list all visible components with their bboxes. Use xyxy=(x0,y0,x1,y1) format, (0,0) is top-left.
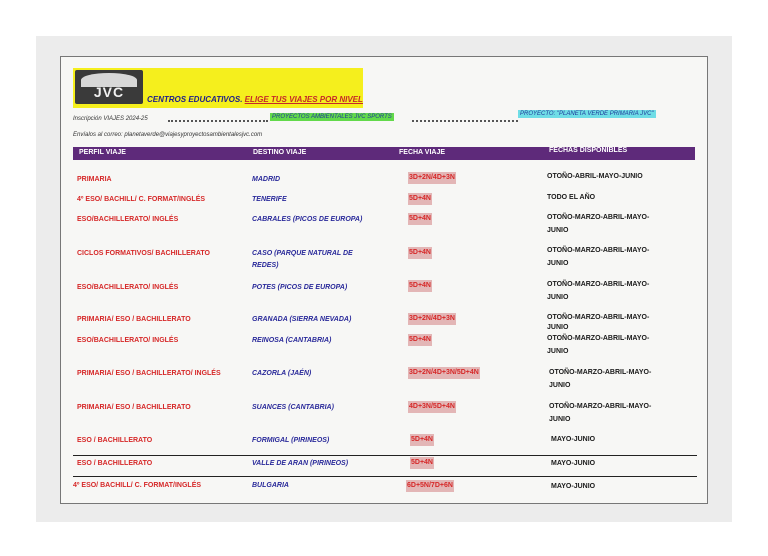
row-perfil: CICLOS FORMATIVOS/ BACHILLERATO xyxy=(77,250,210,257)
row-destino-cont: REDES) xyxy=(252,262,279,269)
row-disponibles-cont: JUNIO xyxy=(549,416,571,423)
dotted-leader-1 xyxy=(168,120,268,122)
row-disponibles: OTOÑO-ABRIL-MAYO-JUNIO xyxy=(547,173,643,180)
col-disponibles: FECHAS DISPONIBLES xyxy=(549,147,628,154)
row-destino: TENERIFE xyxy=(252,196,287,203)
col-perfil: PERFIL VIAJE xyxy=(79,149,126,156)
row-fecha: 5D+4N xyxy=(410,434,434,446)
row-disponibles-cont: JUNIO xyxy=(547,324,569,331)
row-fecha: 3D+2N/4D+3N xyxy=(408,313,456,325)
row-perfil: PRIMARIA/ ESO / BACHILLERATO xyxy=(77,404,191,411)
row-destino: CAZORLA (JAÉN) xyxy=(252,370,312,377)
row-perfil: ESO/BACHILLERATO/ INGLÉS xyxy=(77,216,179,223)
row-destino: CASO (PARQUE NATURAL DE xyxy=(252,250,353,257)
row-divider xyxy=(73,455,697,456)
row-perfil: PRIMARIA xyxy=(77,176,112,183)
table-header xyxy=(73,147,695,160)
row-destino: FORMIGAL (PIRINEOS) xyxy=(252,437,330,444)
row-disponibles: OTOÑO-MARZO-ABRIL-MAYO- xyxy=(547,281,650,288)
row-disponibles: OTOÑO-MARZO-ABRIL-MAYO- xyxy=(547,247,650,254)
row-disponibles: OTOÑO-MARZO-ABRIL-MAYO- xyxy=(547,214,650,221)
row-disponibles: OTOÑO-MARZO-ABRIL-MAYO- xyxy=(549,403,652,410)
row-destino: POTES (PICOS DE EUROPA) xyxy=(252,284,348,291)
row-disponibles: OTOÑO-MARZO-ABRIL-MAYO- xyxy=(549,369,652,376)
row-perfil: PRIMARIA/ ESO / BACHILLERATO xyxy=(77,316,191,323)
row-disponibles-cont: JUNIO xyxy=(547,294,569,301)
banner-title xyxy=(147,95,363,104)
dotted-leader-2 xyxy=(412,120,518,122)
row-disponibles: OTOÑO-MARZO-ABRIL-MAYO- xyxy=(547,335,650,342)
row-disponibles: OTOÑO-MARZO-ABRIL-MAYO- xyxy=(547,314,650,321)
row-disponibles: MAYO-JUNIO xyxy=(551,460,596,467)
col-fecha: FECHA VIAJE xyxy=(399,149,446,156)
row-perfil: ESO / BACHILLERATO xyxy=(77,460,153,467)
row-disponibles: TODO EL AÑO xyxy=(547,194,596,201)
row-fecha: 6D+5N/7D+6N xyxy=(406,480,454,492)
row-fecha: 3D+2N/4D+3N xyxy=(408,172,456,184)
email-instruction: Envíalos al correo: planetaverde@viajesyproyectosambientalesjvc.com xyxy=(73,132,263,138)
row-destino: CABRALES (PICOS DE EUROPA) xyxy=(252,216,363,223)
banner-highlight: ELIGE TUS VIAJES POR NIVEL xyxy=(244,95,363,104)
inscripcion-label: Inscripción VIAJES 2024-25 xyxy=(73,116,148,122)
row-divider xyxy=(73,476,697,477)
row-perfil: PRIMARIA/ ESO / BACHILLERATO/ INGLÉS xyxy=(77,370,221,377)
row-destino: REINOSA (CANTABRIA) xyxy=(252,337,332,344)
row-destino: BULGARIA xyxy=(252,482,289,489)
jvc-logo xyxy=(75,70,143,104)
row-disponibles: MAYO-JUNIO xyxy=(551,483,596,490)
row-destino: VALLE DE ARAN (PIRINEOS) xyxy=(252,460,349,467)
row-perfil: 4º ESO/ BACHILL/ C. FORMAT/INGLÉS xyxy=(77,196,206,203)
row-perfil: 4º ESO/ BACHILL/ C. FORMAT/INGLÉS xyxy=(73,482,202,489)
row-disponibles-cont: JUNIO xyxy=(549,382,571,389)
row-fecha: 5D+4N xyxy=(408,193,432,205)
banner-prefix: CENTROS EDUCATIVOS. xyxy=(147,95,243,104)
row-fecha: 5D+4N xyxy=(408,280,432,292)
row-disponibles-cont: JUNIO xyxy=(547,348,569,355)
row-disponibles-cont: JUNIO xyxy=(547,260,569,267)
tag-planeta-verde: PROYECTO: "PLANETA VERDE PRIMARIA JVC" xyxy=(520,111,654,117)
row-fecha: 5D+4N xyxy=(408,334,432,346)
row-perfil: ESO/BACHILLERATO/ INGLÉS xyxy=(77,284,179,291)
row-disponibles-cont: JUNIO xyxy=(547,227,569,234)
tag-proyectos-ambientales: PROYECTOS AMBIENTALES JVC SPORTS xyxy=(272,114,392,120)
col-destino: DESTINO VIAJE xyxy=(253,149,307,156)
row-fecha: 5D+4N xyxy=(408,213,432,225)
row-disponibles: MAYO-JUNIO xyxy=(551,436,596,443)
row-fecha: 4D+3N/5D+4N xyxy=(408,401,456,413)
logo-text: JVC xyxy=(93,84,125,100)
row-fecha: 5D+4N xyxy=(408,247,432,259)
row-destino: GRANADA (SIERRA NEVADA) xyxy=(252,316,352,323)
row-perfil: ESO/BACHILLERATO/ INGLÉS xyxy=(77,337,179,344)
row-perfil: ESO / BACHILLERATO xyxy=(77,437,153,444)
row-destino: MADRID xyxy=(252,176,280,183)
row-destino: SUANCES (CANTABRIA) xyxy=(252,404,334,411)
row-fecha: 3D+2N/4D+3N/5D+4N xyxy=(408,367,480,379)
row-fecha: 5D+4N xyxy=(410,457,434,469)
